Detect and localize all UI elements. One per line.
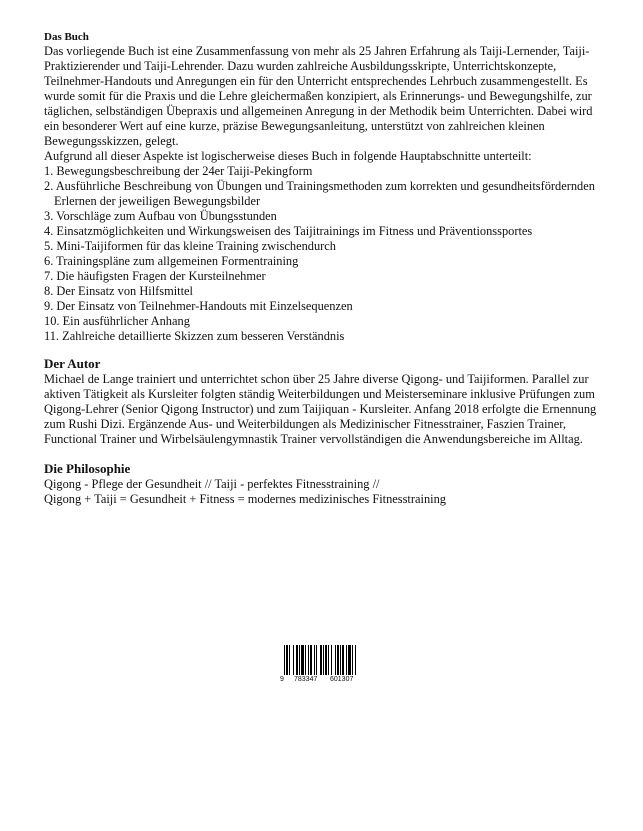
barcode-bar — [299, 645, 300, 675]
list-item: 10. Ein ausführlicher Anhang — [44, 314, 190, 328]
philosophy-section — [44, 461, 604, 507]
list-item: 9. Der Einsatz von Teilnehmer-Handouts mit Einzelsequenzen — [44, 299, 353, 313]
barcode-bar — [314, 645, 315, 675]
philosophy-line-2: Qigong + Taiji = Gesundheit + Fitness = modernes medizinisches Fitnesstraining — [44, 492, 446, 506]
barcode-bar — [348, 645, 351, 675]
list-item: 6. Trainingspläne zum allgemeinen Formentraining — [44, 254, 299, 268]
list-item: 3. Vorschläge zum Aufbau von Übungsstunden — [44, 209, 277, 223]
author-text: Michael de Lange trainiert und unterrichtet schon über 25 Jahre diverse Qigong- und Taijiformen. Parallel zur aktiven Tätigkeit als Kursleiter folgten ständig Weiterbildungen und Meisterseminare inklusive Prüfungen zum Qigong-Lehrer (Senior Qigong Instructor) und zum Taijiquan - Kursleiter. Anfang 2018 erfolgte die Ernennung zum Rushi Dizi. Ergänzende Aus- und Weiterbildungen als Medizinischer Fitnesstrainer, Faszien Trainer, Functional Trainer und Wirbelsäulengymnastik Trainer vervollständigen die Anwendungsbereiche im Alltag. — [44, 372, 597, 446]
barcode-bar — [342, 645, 344, 675]
list-item: 5. Mini-Taijiformen für das kleine Training zwischendurch — [44, 239, 336, 253]
philosophy-heading: Die Philosophie — [44, 461, 131, 476]
barcode-bar — [328, 645, 329, 675]
barcode-bar — [296, 645, 298, 675]
barcode-bar — [320, 645, 322, 675]
barcode-bar — [316, 645, 317, 675]
barcode-bar — [355, 645, 356, 675]
barcode-bar — [335, 645, 336, 675]
barcode-bar — [323, 645, 324, 675]
author-heading: Der Autor — [44, 356, 101, 371]
barcode-bar — [346, 645, 347, 675]
back-cover-text — [44, 30, 604, 507]
barcode-bar — [289, 645, 290, 675]
barcode-bar — [301, 645, 304, 675]
philosophy-line-1: Qigong - Pflege der Gesundheit // Taiji - perfektes Fitnesstraining // — [44, 477, 380, 491]
barcode-bar — [310, 645, 312, 675]
barcode-bar — [340, 645, 341, 675]
barcode-group-1: 783347 — [294, 676, 318, 683]
barcode-digits — [280, 676, 368, 684]
barcode-bar — [284, 645, 285, 675]
list-item: 8. Der Einsatz von Hilfsmittel — [44, 284, 194, 298]
book-heading: Das Buch — [44, 31, 89, 43]
barcode-bar — [286, 645, 288, 675]
list-item: 4. Einsatzmöglichkeiten und Wirkungsweisen des Taijitrainings im Fitness und Präventionssportes — [44, 224, 533, 238]
barcode-group-2: 601307 — [330, 676, 354, 683]
barcode-digit-first: 9 — [280, 676, 284, 683]
barcode-bar — [293, 645, 294, 675]
author-section — [44, 356, 604, 447]
list-item: 2. Ausführliche Beschreibung von Übungen und Trainingsmethoden zum korrekten und gesundheitsfördernden Erlernen der jeweiligen Bewegungsbilder — [44, 179, 595, 208]
section-list — [44, 164, 604, 344]
barcode-bars — [280, 645, 368, 675]
barcode-bar — [337, 645, 339, 675]
barcode-bar — [325, 645, 327, 675]
barcode-bar — [308, 645, 309, 675]
list-item: 1. Bewegungsbeschreibung der 24er Taiji-Pekingform — [44, 164, 313, 178]
barcode-bar — [305, 645, 306, 675]
list-item: 7. Die häufigsten Fragen der Kursteilnehmer — [44, 269, 266, 283]
book-list-lead: Aufgrund all dieser Aspekte ist logischerweise dieses Buch in folgende Hauptabschnitte unterteilt: — [44, 149, 532, 163]
barcode-bar — [331, 645, 332, 675]
barcode-bar — [352, 645, 353, 675]
list-item: 11. Zahlreiche detaillierte Skizzen zum besseren Verständnis — [44, 329, 345, 343]
book-intro: Das vorliegende Buch ist eine Zusammenfassung von mehr als 25 Jahren Erfahrung als Taiji-Lernender, Taiji-Praktizierender und Taiji-Lehrender. Dazu wurden zahlreiche Ausbildungsskripte, Unterrichtskonzepte, Teilnehmer-Handouts und Anregungen ein für den Unterricht entsprechendes Lehrbuch zusammengestellt. Es wurde somit für die Praxis und die Lehre gleichermaßen konzipiert, als Erinnerungs- und Bewegungshilfe, zur täglichen, selbständigen Übepraxis und allgemeinen Anregung in der Methodik beim Unterrichten. Dabei wird ein besonderer Wert auf eine kurze, präzise Bewegungsanleitung, unterstützt von zahlreichen kleinen Bewegungsskizzen, gelegt. — [44, 44, 593, 148]
isbn-barcode — [280, 645, 368, 685]
